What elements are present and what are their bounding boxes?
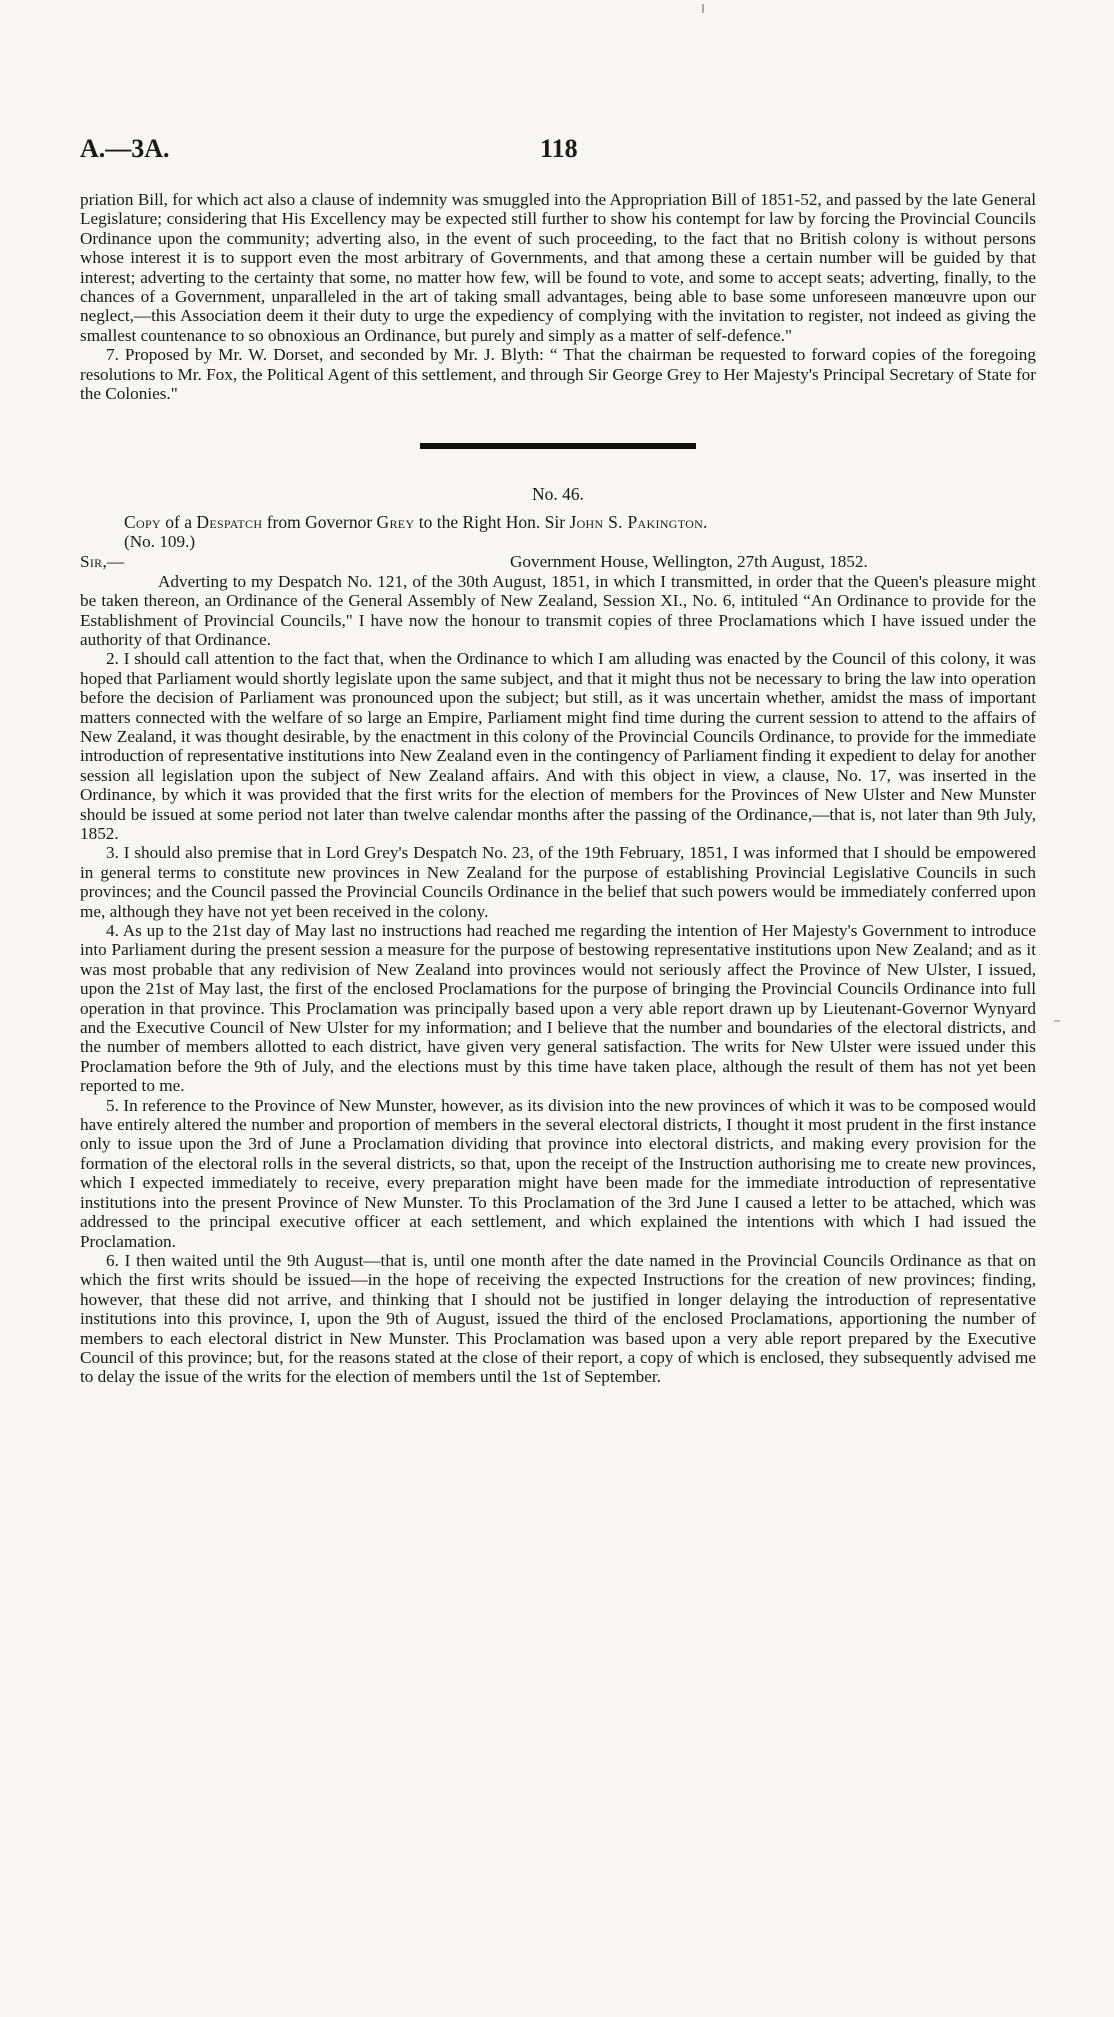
section-divider: [420, 443, 696, 449]
place-date: Government House, Wellington, 27th August, 1852.: [510, 551, 868, 571]
despatch-serial: (No. 109.): [124, 532, 196, 552]
scan-mark-top: [702, 4, 704, 13]
salutation-line: [80, 552, 1036, 572]
title-despatch: Despatch: [196, 511, 263, 532]
despatch-title: [124, 513, 1036, 532]
page-header: [80, 134, 1036, 174]
title-pakington: John S. Pakington.: [569, 511, 708, 532]
despatch-number: No. 46.: [531, 484, 584, 505]
despatch-paragraph-5: 5. In reference to the Province of New Munster, however, as its division into the new provinces of which it was to be composed would have entirely altered the number and proportion of members in the several electoral districts, I thought it most prudent in the first instance only to issue upon the 3rd of June a Proclamation dividing that province into electoral districts, and making every provision for the formation of the electoral rolls in the several districts, so that, upon the receipt of the Instruction authorising me to create new provinces, which I expected immediately to receive, every preparation might have been made for the immediate introduction of representative institutions into the present Province of New Munster. To this Proclamation of the 3rd June I caused a letter to be attached, which was addressed to the principal executive officer at each settlement, and which explained the intentions with which I had issued the Proclamation.: [80, 1095, 1036, 1251]
title-grey: Grey: [376, 511, 415, 532]
despatch-paragraph-4: 4. As up to the 21st day of May last no instructions had reached me regarding the intention of Her Majesty's Government to introduce into Parliament during the present session a measure for the purpose of bestowing representative institutions upon New Zealand; and as it was most probable that any redivision of New Zealand into provinces would not seriously affect the Province of New Ulster, I issued, upon the 21st of May last, the first of the enclosed Proclamations for the purpose of bringing the Provincial Councils Ordinance into full operation in that province. This Proclamation was principally based upon a very able report drawn up by Lieutenant-Governor Wynyard and the Executive Council of New Ulster for my information; and I believe that the number and boundaries of the electoral districts, and the number of members allotted to each district, have given very general satisfaction. The writs for New Ulster were issued under this Proclamation before the 9th of July, and the elections must by this time have taken place, although the result of them has not yet been reported to me.: [80, 921, 1036, 1096]
page-number: 118: [540, 134, 578, 163]
title-to: to the Right Hon. Sir: [418, 511, 566, 532]
title-of-a: of a: [165, 511, 192, 532]
despatch-paragraph-1: Adverting to my Despatch No. 121, of the 30th August, 1851, in which I transmitted, in order that the Queen's pleasure might be taken thereon, an Ordinance of the General Assembly of New Zealand, Session XI., No. 6, intituled “An Ordinance to provide for the Establishment of Provincial Councils," I have now the honour to transmit copies of three Proclamations which I have issued under the authority of that Ordinance.: [80, 571, 1036, 649]
intro-paragraph-2: 7. Proposed by Mr. W. Dorset, and seconded by Mr. J. Blyth: “ That the chairman be requested to forward copies of the foregoing resolutions to Mr. Fox, the Political Agent of this settlement, and through Sir George Grey to Her Majesty's Principal Secretary of State for the Colonies.": [80, 345, 1036, 404]
salutation: Sir,—: [80, 551, 125, 571]
despatch-paragraph-6: 6. I then waited until the 9th August—that is, until one month after the date named in the Provincial Councils Ordinance as that on which the first writs should be issued—in the hope of receiving the expected Instructions for the creation of new provinces; finding, however, that these did not arrive, and thinking that I should not be justified in longer delaying the introduction of representative institutions into this province, I, upon the 9th of August, issued the third of the enclosed Proclamations, apportioning the number of members to each electoral district in New Munster. This Proclamation was based upon a very able report prepared by the Executive Council of this province; but, for the reasons stated at the close of their report, a copy of which is enclosed, they subsequently advised me to delay the issue of the writs for the election of members until the 1st of September.: [80, 1250, 1036, 1387]
scan-mark-side: [1054, 1020, 1060, 1022]
title-from: from Governor: [266, 511, 373, 532]
intro-paragraph-1: priation Bill, for which act also a clause of indemnity was smuggled into the Appropriation Bill of 1851-52, and passed by the late General Legislature; considering that His Excellency may be expected still further to show his contempt for law by forcing the Provincial Councils Ordinance upon the community; adverting also, in the event of such proceeding, to the fact that no British colony is without persons whose interest it is to support even the most arbitrary of Governments, and that among these a certain number will be guided by that interest; adverting to the certainty that some, no matter how few, will be found to vote, and some to accept seats; adverting, finally, to the chances of a Government, unparalleled in the art of taking small advantages, being able to base some unforeseen manœuvre upon our neglect,—this Association deem it their duty to urge the expediency of complying with the invitation to register, not indeed as giving the smallest countenance to so obnoxious an Ordinance, but purely and simply as a matter of self-defence.": [80, 190, 1036, 345]
title-copy: Copy: [124, 511, 161, 532]
document-body: [80, 190, 1036, 1387]
document-reference: A.—3A.: [80, 134, 170, 163]
despatch-paragraph-3: 3. I should also premise that in Lord Grey's Despatch No. 23, of the 19th February, 1851, I was informed that I should be empowered in general terms to constitute new provinces in New Zealand for the purpose of establishing Provincial Legislative Councils in such provinces; and the Council passed the Provincial Councils Ordinance in the belief that such powers would be immediately conferred upon me, although they have not yet been received in the colony.: [80, 843, 1036, 921]
despatch-paragraph-2: 2. I should call attention to the fact that, when the Ordinance to which I am alluding was enacted by the Council of this colony, it was hoped that Parliament would shortly legislate upon the same subject, and that it might thus not be necessary to bring the law into operation before the decision of Parliament was pronounced upon the subject; but still, as it was uncertain whether, amidst the mass of important matters connected with the welfare of so large an Empire, Parliament might find time during the current session to attend to the affairs of New Zealand, it was thought desirable, by the enactment in this colony of the Provincial Councils Ordinance, to provide for the immediate introduction of representative institutions into New Zealand even in the contingency of Parliament finding it expedient to delay for another session all legislation upon the subject of New Zealand affairs. And with this object in view, a clause, No. 17, was inserted in the Ordinance, by which it was provided that the first writs for the election of members for the Provinces of New Ulster and New Munster should be issued at some period not later than twelve calendar months after the passing of the Ordinance,—that is, not later than 9th July, 1852.: [80, 649, 1036, 843]
